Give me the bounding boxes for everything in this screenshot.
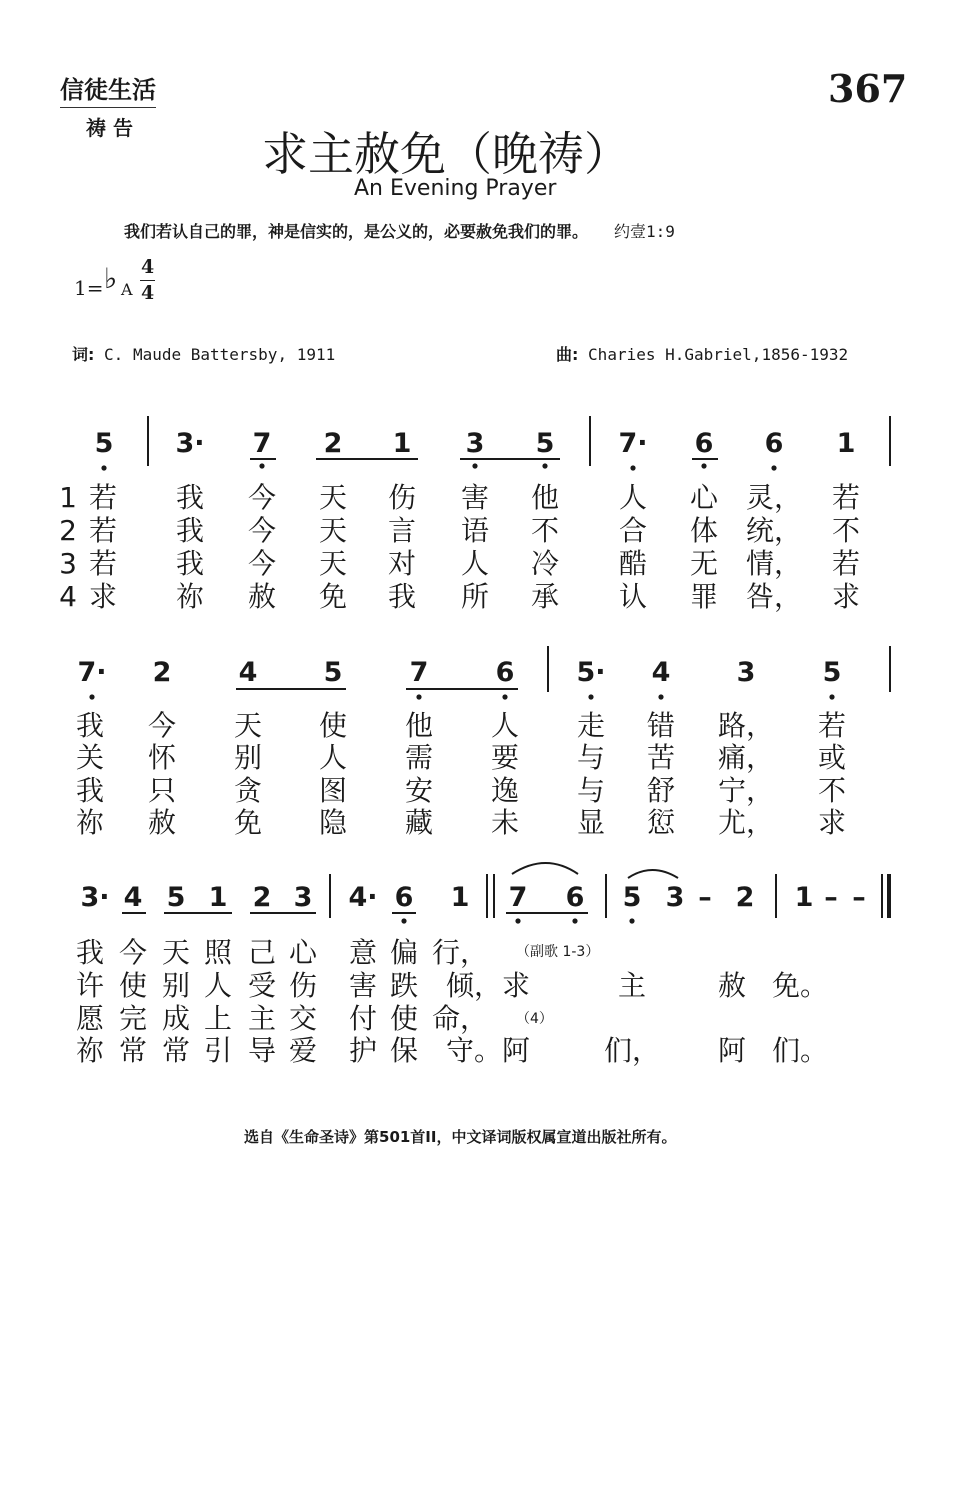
verse4-note: （4） xyxy=(516,1011,553,1027)
lyric: 护 xyxy=(348,1034,378,1067)
note: 3· xyxy=(175,428,205,459)
low-octave-dot xyxy=(515,918,520,923)
lyric: 赦 xyxy=(247,580,277,613)
lyric: 走 xyxy=(576,709,606,742)
verse-number: 1 xyxy=(59,481,77,514)
lyric: 尤， xyxy=(717,806,775,839)
lyric: 愿 xyxy=(75,1002,105,1035)
lyric: 罪 xyxy=(689,580,719,613)
music-credit-label: 曲: xyxy=(556,345,579,364)
lyric: 导 xyxy=(247,1034,277,1067)
note: 4· xyxy=(348,882,378,913)
note: 6 xyxy=(394,882,414,913)
lyric: 受 xyxy=(247,969,277,1002)
note: 7· xyxy=(618,428,648,459)
lyric: 免。 xyxy=(771,969,829,1002)
note: 2 xyxy=(735,882,755,913)
lyric: 错 xyxy=(646,709,676,742)
lyric: 无 xyxy=(689,547,719,580)
hymn-number: 367 xyxy=(828,66,908,111)
lyric: 对 xyxy=(387,547,417,580)
low-octave-dot xyxy=(89,694,94,699)
lyric: 他 xyxy=(404,709,434,742)
lyric: 舒 xyxy=(646,774,676,807)
lyric: 使 xyxy=(118,969,148,1002)
lyric: 倾，求 xyxy=(446,969,531,1002)
lyric: 害 xyxy=(348,969,378,1002)
lyric: 承 xyxy=(530,580,560,613)
note: 3· xyxy=(80,882,110,913)
lyric: 冷 xyxy=(530,547,560,580)
note: 3 xyxy=(293,882,313,913)
subcategory-label: 祷 告 xyxy=(86,116,133,140)
lyric: 己 xyxy=(247,936,277,969)
low-octave-dot xyxy=(771,465,776,470)
lyric: 成 xyxy=(161,1002,191,1035)
lyric: 人 xyxy=(618,481,648,514)
lyric: 怀 xyxy=(147,741,177,774)
lyric: 认 xyxy=(618,580,648,613)
lyric: 藏 xyxy=(404,806,434,839)
lyric: 祢 xyxy=(175,580,205,613)
lyric: 若 xyxy=(817,709,847,742)
note: 3 xyxy=(736,657,756,688)
note: 5· xyxy=(576,657,606,688)
lyric: 与 xyxy=(576,774,606,807)
time-signature-bottom: 4 xyxy=(141,282,155,304)
note: 5 xyxy=(323,657,343,688)
note: 1 xyxy=(794,882,814,913)
time-signature-top: 4 xyxy=(141,256,155,278)
low-octave-dot xyxy=(701,463,706,468)
lyric: 天 xyxy=(318,547,348,580)
lyric: 我 xyxy=(175,481,205,514)
note: 5 xyxy=(822,657,842,688)
lyric: 免 xyxy=(318,580,348,613)
lyric: 要 xyxy=(490,741,520,774)
lyric: 关 xyxy=(75,741,105,774)
lyric: 别 xyxy=(233,741,263,774)
lyric: 咎， xyxy=(745,580,803,613)
lyric: 今 xyxy=(247,547,277,580)
lyric: 宁， xyxy=(717,774,775,807)
lyric: 求 xyxy=(817,806,847,839)
note: 1 xyxy=(392,428,412,459)
lyric: 今 xyxy=(118,936,148,969)
verse-number: 3 xyxy=(59,547,77,580)
slur xyxy=(512,863,578,874)
lyric: 体 xyxy=(689,514,719,547)
lyric: 只 xyxy=(147,774,177,807)
lyric: 赦 xyxy=(717,969,747,1002)
lyric: 显 xyxy=(576,806,606,839)
lyric: 今 xyxy=(247,514,277,547)
lyric: 上 xyxy=(203,1002,233,1035)
lyrics-credit-text: C. Maude Battersby, 1911 xyxy=(104,345,336,364)
lyric: 愆 xyxy=(646,806,676,839)
key-note: A xyxy=(121,280,133,299)
lyric: 若 xyxy=(831,547,861,580)
lyric: 若 xyxy=(831,481,861,514)
lyric: 语 xyxy=(460,514,490,547)
low-octave-dot xyxy=(259,463,264,468)
lyric: 交 xyxy=(288,1002,318,1035)
low-octave-dot xyxy=(416,694,421,699)
note: 1 xyxy=(450,882,470,913)
lyric: 天 xyxy=(161,936,191,969)
note: 5 xyxy=(535,428,555,459)
lyric: 祢 xyxy=(75,806,105,839)
lyric: 完 xyxy=(118,1002,148,1035)
lyric: 免 xyxy=(233,806,263,839)
lyric: 们， xyxy=(603,1034,661,1067)
lyric: 求 xyxy=(831,580,861,613)
lyric: 意 xyxy=(348,936,378,969)
low-octave-dot xyxy=(542,463,547,468)
note: – xyxy=(852,882,866,913)
note: 5 xyxy=(94,428,114,459)
lyrics-credit-label: 词: xyxy=(72,345,95,364)
note: 6 xyxy=(565,882,585,913)
lyric: 阿 xyxy=(717,1034,747,1067)
lyric: 心 xyxy=(689,481,719,514)
lyric: 我 xyxy=(75,774,105,807)
lyric: 人 xyxy=(490,709,520,742)
lyric: 我 xyxy=(75,709,105,742)
lyric: 我 xyxy=(175,514,205,547)
lyric: 守。阿 xyxy=(446,1034,531,1067)
note: – xyxy=(824,882,838,913)
note: 6 xyxy=(495,657,515,688)
lyric: 今 xyxy=(147,709,177,742)
lyric: 害 xyxy=(460,481,490,514)
lyric: 爱 xyxy=(288,1034,318,1067)
note: 2 xyxy=(152,657,172,688)
lyric: 不 xyxy=(831,514,861,547)
lyric: 言 xyxy=(387,514,417,547)
hymn-subtitle: An Evening Prayer xyxy=(354,176,557,201)
lyric: 偏 xyxy=(389,936,419,969)
lyric: 命， xyxy=(431,1002,489,1035)
lyric: 赦 xyxy=(147,806,177,839)
note: 7· xyxy=(77,657,107,688)
slur xyxy=(628,870,678,878)
hymn-title: 求主赦免（晚祷） xyxy=(262,127,630,181)
low-octave-dot xyxy=(630,465,635,470)
note: 5 xyxy=(622,882,642,913)
note: 2 xyxy=(252,882,272,913)
lyric: 使 xyxy=(389,1002,419,1035)
lyric: 跌 xyxy=(389,969,419,1002)
lyric: 主 xyxy=(247,1002,277,1035)
low-octave-dot xyxy=(502,694,507,699)
lyric: 保 xyxy=(389,1034,419,1067)
lyric: 付 xyxy=(348,1002,378,1035)
lyric: 天 xyxy=(233,709,263,742)
lyric: 若 xyxy=(88,481,118,514)
note: 7 xyxy=(409,657,429,688)
key-prefix: 1= xyxy=(74,276,104,300)
lyric: 所 xyxy=(460,580,490,613)
lyric: 他 xyxy=(530,481,560,514)
flat-sign: ♭ xyxy=(104,262,118,295)
note: 1 xyxy=(208,882,228,913)
lyric: 使 xyxy=(318,709,348,742)
note: – xyxy=(698,882,712,913)
lyric: 我 xyxy=(175,547,205,580)
lyric: 照 xyxy=(203,936,233,969)
lyric: 人 xyxy=(318,741,348,774)
lyric: 人 xyxy=(203,969,233,1002)
lyric: 苦 xyxy=(646,741,676,774)
note: 3 xyxy=(465,428,485,459)
lyric: 引 xyxy=(203,1034,233,1067)
category-label: 信徒生活 xyxy=(60,70,156,108)
lyric: 酷 xyxy=(618,547,648,580)
verse-number: 4 xyxy=(59,580,77,613)
scripture-reference: 约壹1:9 xyxy=(614,222,675,241)
lyric: 路， xyxy=(717,709,775,742)
lyric: 或 xyxy=(817,741,847,774)
lyric: 未 xyxy=(490,806,520,839)
note: 4 xyxy=(238,657,258,688)
low-octave-dot xyxy=(472,463,477,468)
lyric: 祢 xyxy=(75,1034,105,1067)
lyric: 主 xyxy=(617,969,647,1002)
verse-number: 2 xyxy=(59,514,77,547)
note: 4 xyxy=(123,882,143,913)
music-credit-text: Charies H.Gabriel,1856-1932 xyxy=(588,345,849,364)
lyric: 不 xyxy=(817,774,847,807)
lyric: 今 xyxy=(247,481,277,514)
scripture-text: 我们若认自己的罪，神是信实的，是公义的，必要赦免我们的罪。 xyxy=(124,222,589,241)
lyric: 隐 xyxy=(318,806,348,839)
note: 1 xyxy=(836,428,856,459)
refrain-note: （副歌 1-3） xyxy=(516,944,600,960)
lyric: 贪 xyxy=(233,774,263,807)
lyric: 安 xyxy=(404,774,434,807)
lyric: 许 xyxy=(75,969,105,1002)
lyric: 若 xyxy=(88,547,118,580)
low-octave-dot xyxy=(658,694,663,699)
lyric: 常 xyxy=(161,1034,191,1067)
lyric: 逸 xyxy=(490,774,520,807)
lyric: 灵， xyxy=(745,481,803,514)
lyric: 别 xyxy=(161,969,191,1002)
lyric: 痛， xyxy=(717,741,775,774)
note: 7 xyxy=(508,882,528,913)
lyric: 不 xyxy=(530,514,560,547)
low-octave-dot xyxy=(572,918,577,923)
lyric: 与 xyxy=(576,741,606,774)
lyric: 情， xyxy=(745,547,803,580)
lyric: 我 xyxy=(387,580,417,613)
note: 7 xyxy=(252,428,272,459)
lyric: 人 xyxy=(460,547,490,580)
copyright-footer: 选自《生命圣诗》第501首II，中文译词版权属宣道出版社所有。 xyxy=(244,1128,677,1146)
lyric: 心 xyxy=(288,936,318,969)
note: 2 xyxy=(323,428,343,459)
lyric: 行， xyxy=(431,936,489,969)
lyric: 常 xyxy=(118,1034,148,1067)
lyric: 天 xyxy=(318,481,348,514)
note: 6 xyxy=(764,428,784,459)
lyric: 我 xyxy=(75,936,105,969)
lyric: 合 xyxy=(618,514,648,547)
note: 4 xyxy=(651,657,671,688)
lyric: 统， xyxy=(745,514,803,547)
low-octave-dot xyxy=(629,918,634,923)
low-octave-dot xyxy=(401,918,406,923)
lyric: 求 xyxy=(88,580,118,613)
lyric: 图 xyxy=(318,774,348,807)
low-octave-dot xyxy=(588,694,593,699)
lyric: 们。 xyxy=(771,1034,829,1067)
note: 3 xyxy=(665,882,685,913)
lyric: 需 xyxy=(404,741,434,774)
low-octave-dot xyxy=(829,694,834,699)
lyric: 若 xyxy=(88,514,118,547)
lyric: 天 xyxy=(318,514,348,547)
note: 6 xyxy=(694,428,714,459)
lyric: 伤 xyxy=(387,481,417,514)
lyric: 伤 xyxy=(288,969,318,1002)
low-octave-dot xyxy=(101,465,106,470)
note: 5 xyxy=(166,882,186,913)
